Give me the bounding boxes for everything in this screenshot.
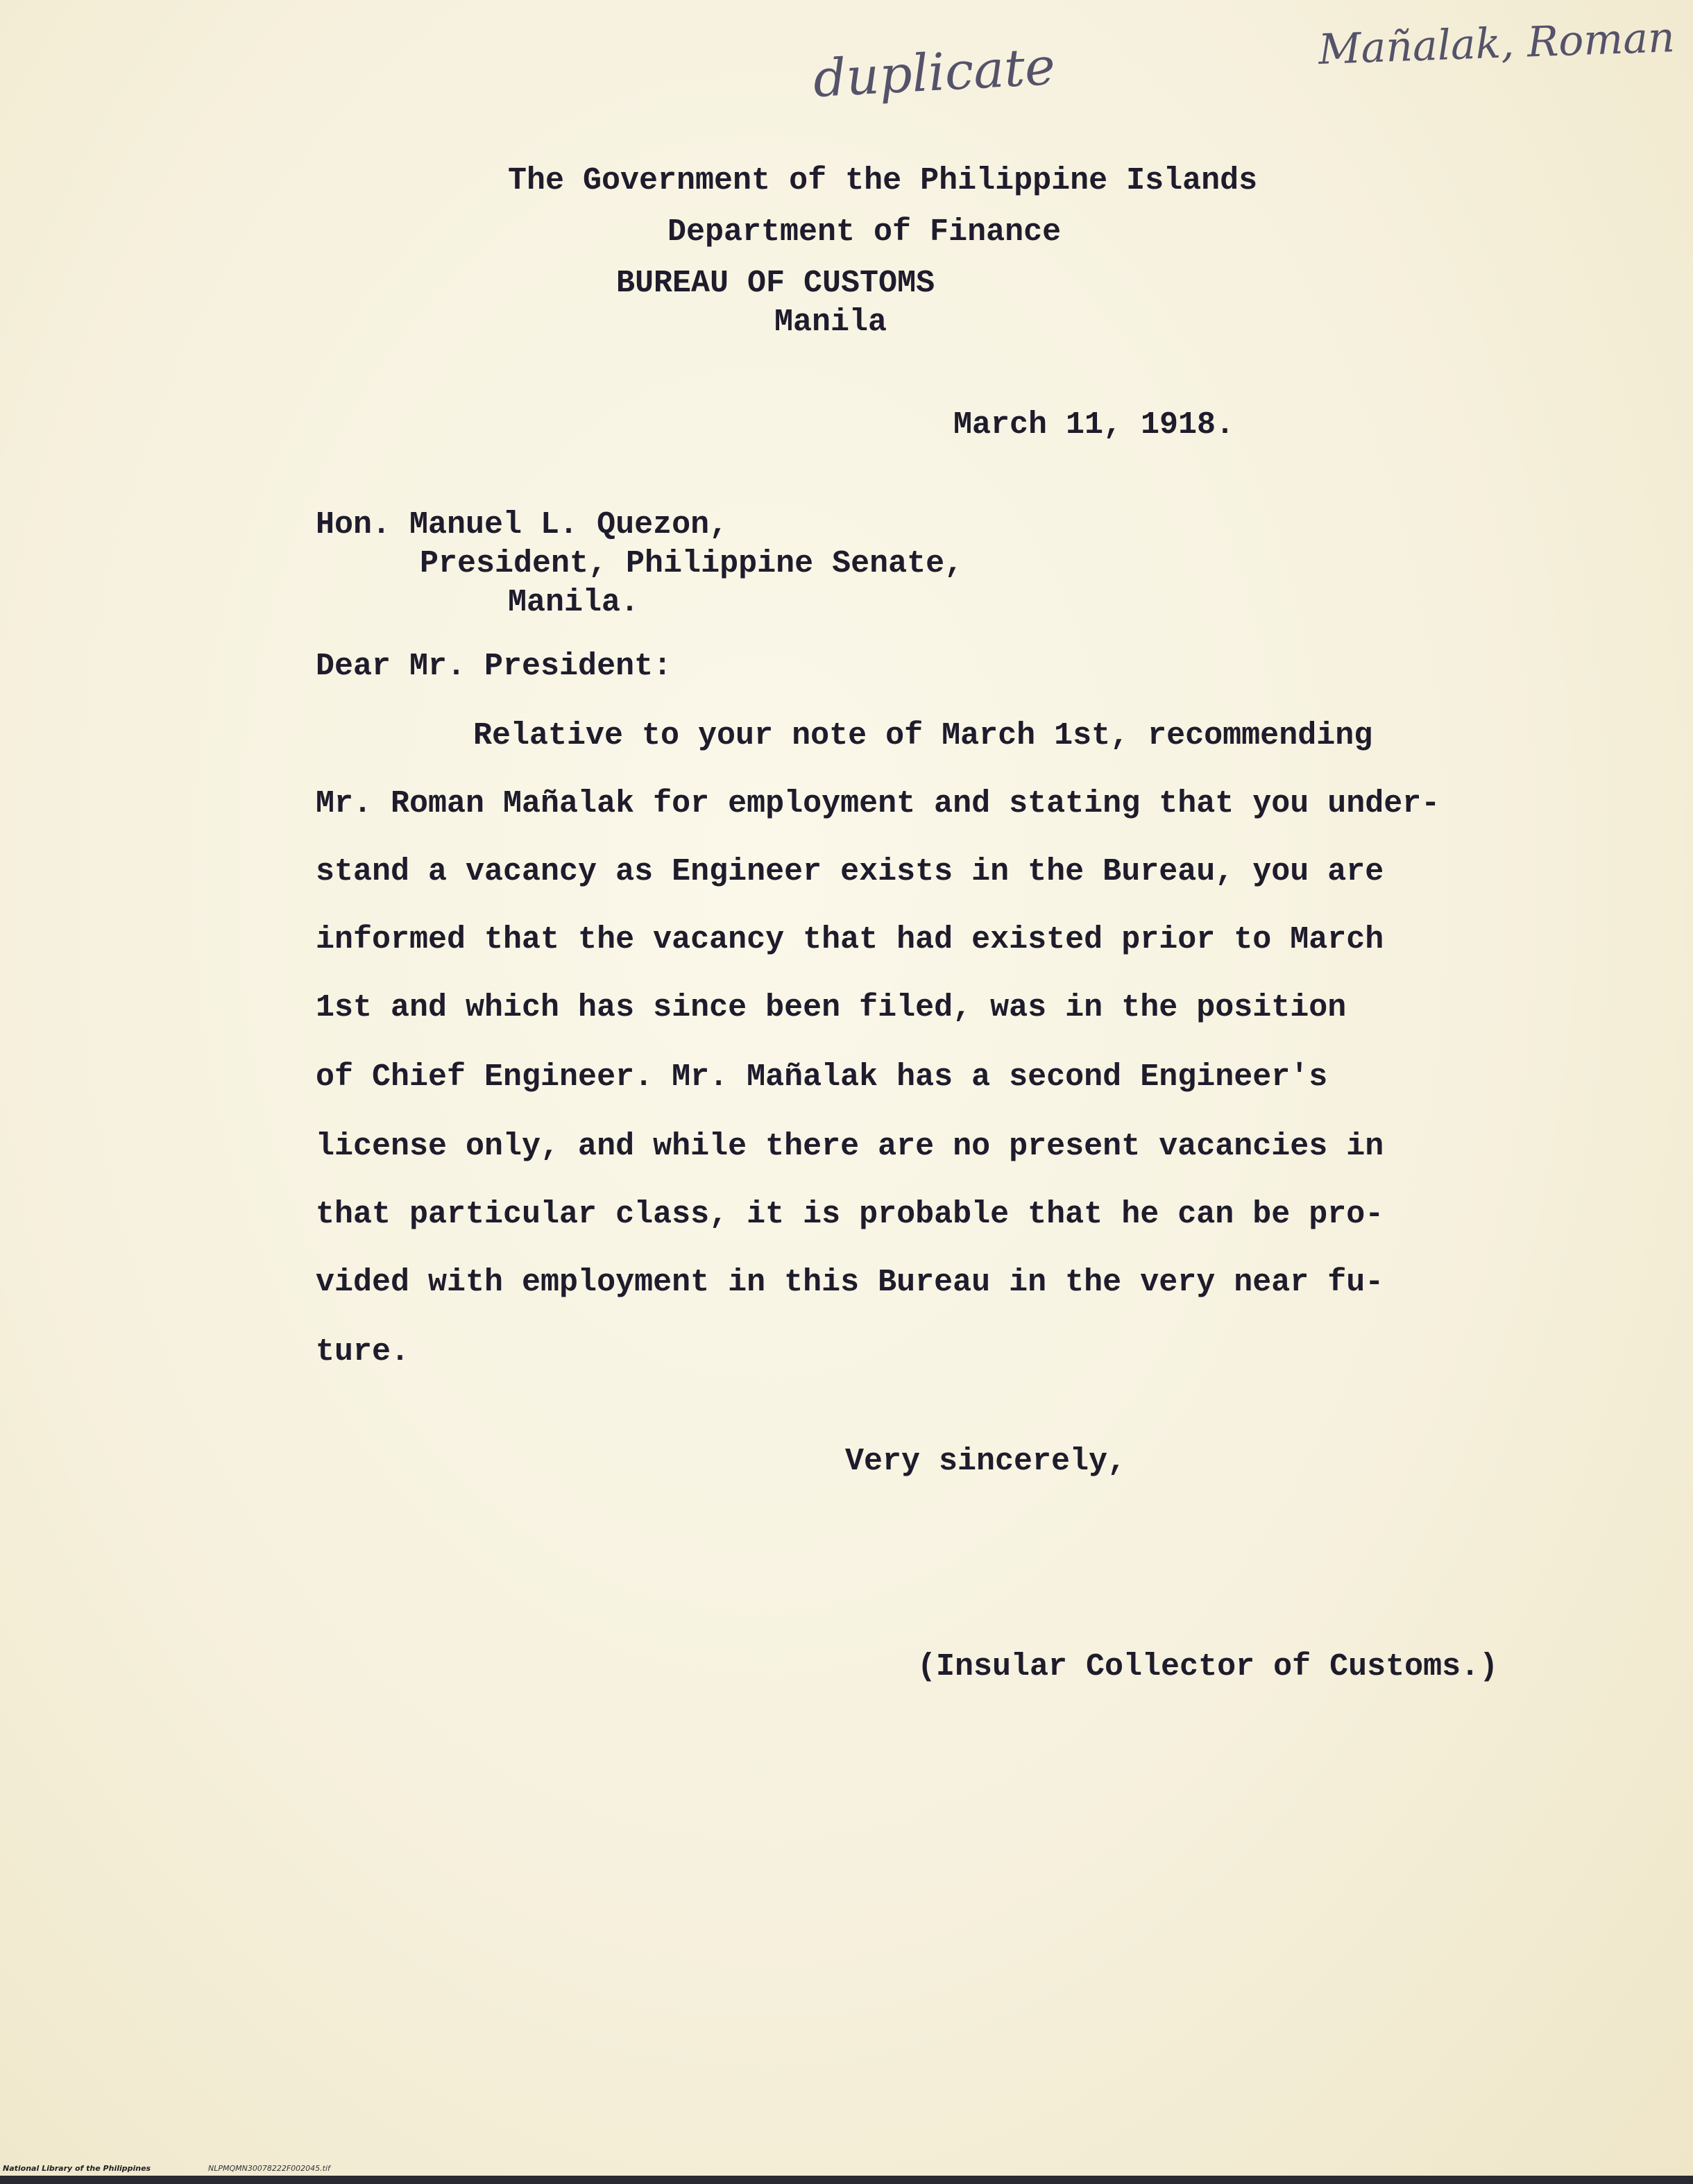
letterhead-city: Manila — [774, 305, 887, 340]
body-line: license only, and while there are no present vacancies in — [316, 1129, 1384, 1164]
letter-date: March 11, 1918. — [953, 407, 1235, 443]
footer-strip — [0, 2176, 1693, 2184]
body-line: vided with employment in this Bureau in the very near fu- — [316, 1265, 1384, 1300]
body-line: that particular class, it is probable that he can be pro- — [316, 1197, 1384, 1232]
closing: Very sincerely, — [845, 1444, 1127, 1479]
body-line: stand a vacancy as Engineer exists in the Bureau, you are — [316, 854, 1384, 889]
handwritten-name-note: Mañalak, Roman — [1317, 13, 1676, 74]
handwritten-duplicate-note: duplicate — [811, 36, 1057, 110]
footer-library-name: National Library of the Philippines — [3, 2164, 151, 2173]
letterhead-bureau: BUREAU OF CUSTOMS — [616, 266, 935, 301]
footer-file-id: NLPMQMN30078222F002045.tif — [208, 2164, 330, 2173]
body-line: ture. — [316, 1334, 410, 1370]
recipient-title: President, Philippine Senate, — [420, 546, 964, 581]
body-line: Mr. Roman Mañalak for employment and stating that you under- — [316, 786, 1440, 821]
body-line: informed that the vacancy that had existed prior to March — [316, 922, 1384, 957]
signature-title: (Insular Collector of Customs.) — [917, 1649, 1499, 1684]
salutation: Dear Mr. President: — [316, 649, 672, 684]
recipient-city: Manila. — [508, 585, 640, 620]
body-line: Relative to your note of March 1st, recommending — [473, 718, 1373, 753]
letterhead-government: The Government of the Philippine Islands — [508, 163, 1258, 198]
letterhead-department: Department of Finance — [667, 214, 1062, 250]
body-line: 1st and which has since been filed, was in the position — [316, 990, 1347, 1025]
recipient-name: Hon. Manuel L. Quezon, — [316, 507, 729, 543]
body-line: of Chief Engineer. Mr. Mañalak has a second Engineer's — [316, 1059, 1328, 1095]
